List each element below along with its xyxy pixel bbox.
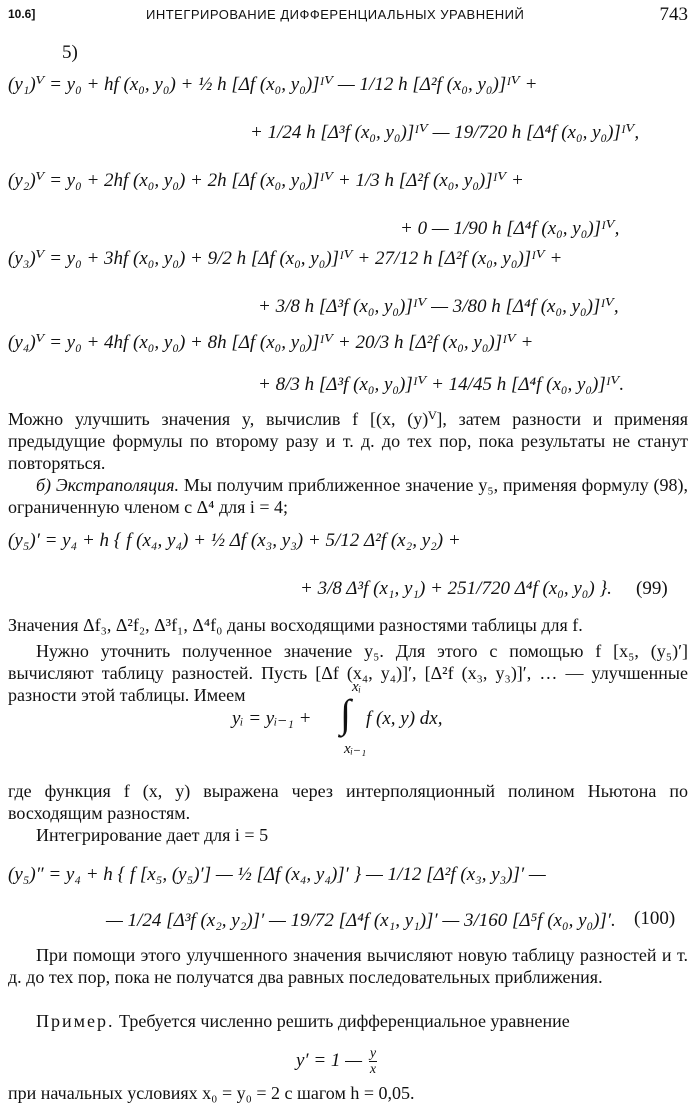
ode-denominator: x (369, 1062, 377, 1077)
paragraph-newton: где функция f (x, y) выражена через интерполяционный полином Ньютона по восходящим разностям. (8, 781, 688, 823)
equation-100-line-b: — 1/24 [Δ³f (x₂, y₂)]′ — 19/72 [Δ⁴f (x₁, y₁)]′ — 3/160 [Δ⁵f (x₀, y₀)]′. (106, 910, 616, 931)
paragraph-repeat: При помощи этого улучшенного значения вычисляют новую таблицу разностей и т. д. до тех пор, пока не получатся два равных последовательных приближения. (8, 945, 688, 987)
ode-fraction (369, 1046, 377, 1077)
running-header (8, 4, 690, 26)
equation-100-line-a: (y₅)″ = y₄ + h { f [x₅, (y₅)′] — ½ [Δf (x₄, y₄)]′ } — 1/12 [Δ²f (x₃, y₃)]′ — (8, 864, 546, 885)
integral-lhs: yᵢ = yᵢ₋₁ + (232, 708, 312, 729)
integral-lower-limit: xᵢ₋₁ (344, 741, 367, 757)
paragraph-refine: Нужно уточнить полученное значение y₅. Для этого с помощью f [x₅, (y₅)′] вычисляют таблицу разностей. Пусть [Δf (x₄, y₄)]′, [Δ²f (x₃, y₃)]′, … — улучшенные разности этой таблицы. Имеем (8, 641, 688, 705)
equation-y1-line-a: (y₁)ⱽ = y₀ + hf (x₀, y₀) + ½ h [Δf (x₀, y₀)]ᴵⱽ — 1/12 h [Δ²f (x₀, y₀)]ᴵⱽ + (8, 74, 538, 95)
equation-y4-line-a: (y₄)ⱽ = y₀ + 4hf (x₀, y₀) + 8h [Δf (x₀, y₀)]ᴵⱽ + 20/3 h [Δ²f (x₀, y₀)]ᴵⱽ + (8, 332, 534, 353)
page-number: 743 (659, 4, 688, 25)
paragraph-initial-conditions: при начальных условиях x₀ = y₀ = 2 с шагом h = 0,05. (8, 1083, 415, 1103)
example-label: Пример. (36, 1011, 115, 1031)
equation-y3-line-b: + 3/8 h [Δ³f (x₀, y₀)]ᴵⱽ — 3/80 h [Δ⁴f (x₀, y₀)]ᴵⱽ, (258, 296, 619, 317)
paragraph-improve: Можно улучшить значения y, вычислив f [(x, (y)ⱽ], затем разности и применяя предыдущие формулы по второму разу и т. д. до тех пор, пока результаты не станут повторяться. (8, 409, 688, 473)
paragraph-integration: Интегрирование дает для i = 5 (36, 825, 269, 845)
equation-y4-line-b: + 8/3 h [Δ³f (x₀, y₀)]ᴵⱽ + 14/45 h [Δ⁴f (x₀, y₀)]ᴵⱽ. (258, 374, 625, 395)
equation-99-line-b: + 3/8 Δ³f (x₁, y₁) + 251/720 Δ⁴f (x₀, y₀) }. (300, 578, 612, 599)
ode-formula (296, 1046, 379, 1077)
integral-upper-limit: xᵢ (352, 679, 362, 695)
paragraph-values: Значения Δf₃, Δ²f₂, Δ³f₁, Δ⁴f₀ даны восходящими разностями таблицы для f. (8, 615, 583, 635)
equation-y2-line-b: + 0 — 1/90 h [Δ⁴f (x₀, y₀)]ᴵⱽ, (400, 218, 620, 239)
example-text: Требуется численно решить дифференциальное уравнение (119, 1011, 570, 1031)
equation-number-99: (99) (636, 578, 668, 599)
integral-sign: ∫ (340, 691, 351, 736)
ode-numerator: y (369, 1046, 377, 1061)
integral-body: f (x, y) dx, (366, 708, 443, 729)
paragraph-example (8, 1010, 688, 1032)
ode-lhs: y′ = 1 — (296, 1049, 363, 1071)
equation-y3-line-a: (y₃)ⱽ = y₀ + 3hf (x₀, y₀) + 9/2 h [Δf (x₀, y₀)]ᴵⱽ + 27/12 h [Δ²f (x₀, y₀)]ᴵⱽ + (8, 248, 563, 269)
equation-y1-line-b: + 1/24 h [Δ³f (x₀, y₀)]ᴵⱽ — 19/720 h [Δ⁴f (x₀, y₀)]ᴵⱽ, (250, 122, 640, 143)
extrapolation-label: б) Экстраполяция. (36, 475, 180, 495)
equation-number-100: (100) (634, 908, 676, 929)
extrapolation-text: Мы получим приближенное значение y₅, применяя формулу (98), ограниченную членом с Δ⁴ для i = 4; (8, 475, 688, 517)
equation-99-line-a: (y₅)′ = y₄ + h { f (x₄, y₄) + ½ Δf (x₃, y₃) + 5/12 Δ²f (x₂, y₂) + (8, 530, 461, 551)
equation-y2-line-a: (y₂)ⱽ = y₀ + 2hf (x₀, y₀) + 2h [Δf (x₀, y₀)]ᴵⱽ + 1/3 h [Δ²f (x₀, y₀)]ᴵⱽ + (8, 170, 524, 191)
section-number: 10.6] (8, 7, 36, 21)
chapter-title: ИНТЕГРИРОВАНИЕ ДИФФЕРЕНЦИАЛЬНЫХ УРАВНЕНИЙ (146, 7, 525, 22)
item-label: 5) (62, 42, 78, 63)
paragraph-extrapolation (8, 474, 688, 518)
